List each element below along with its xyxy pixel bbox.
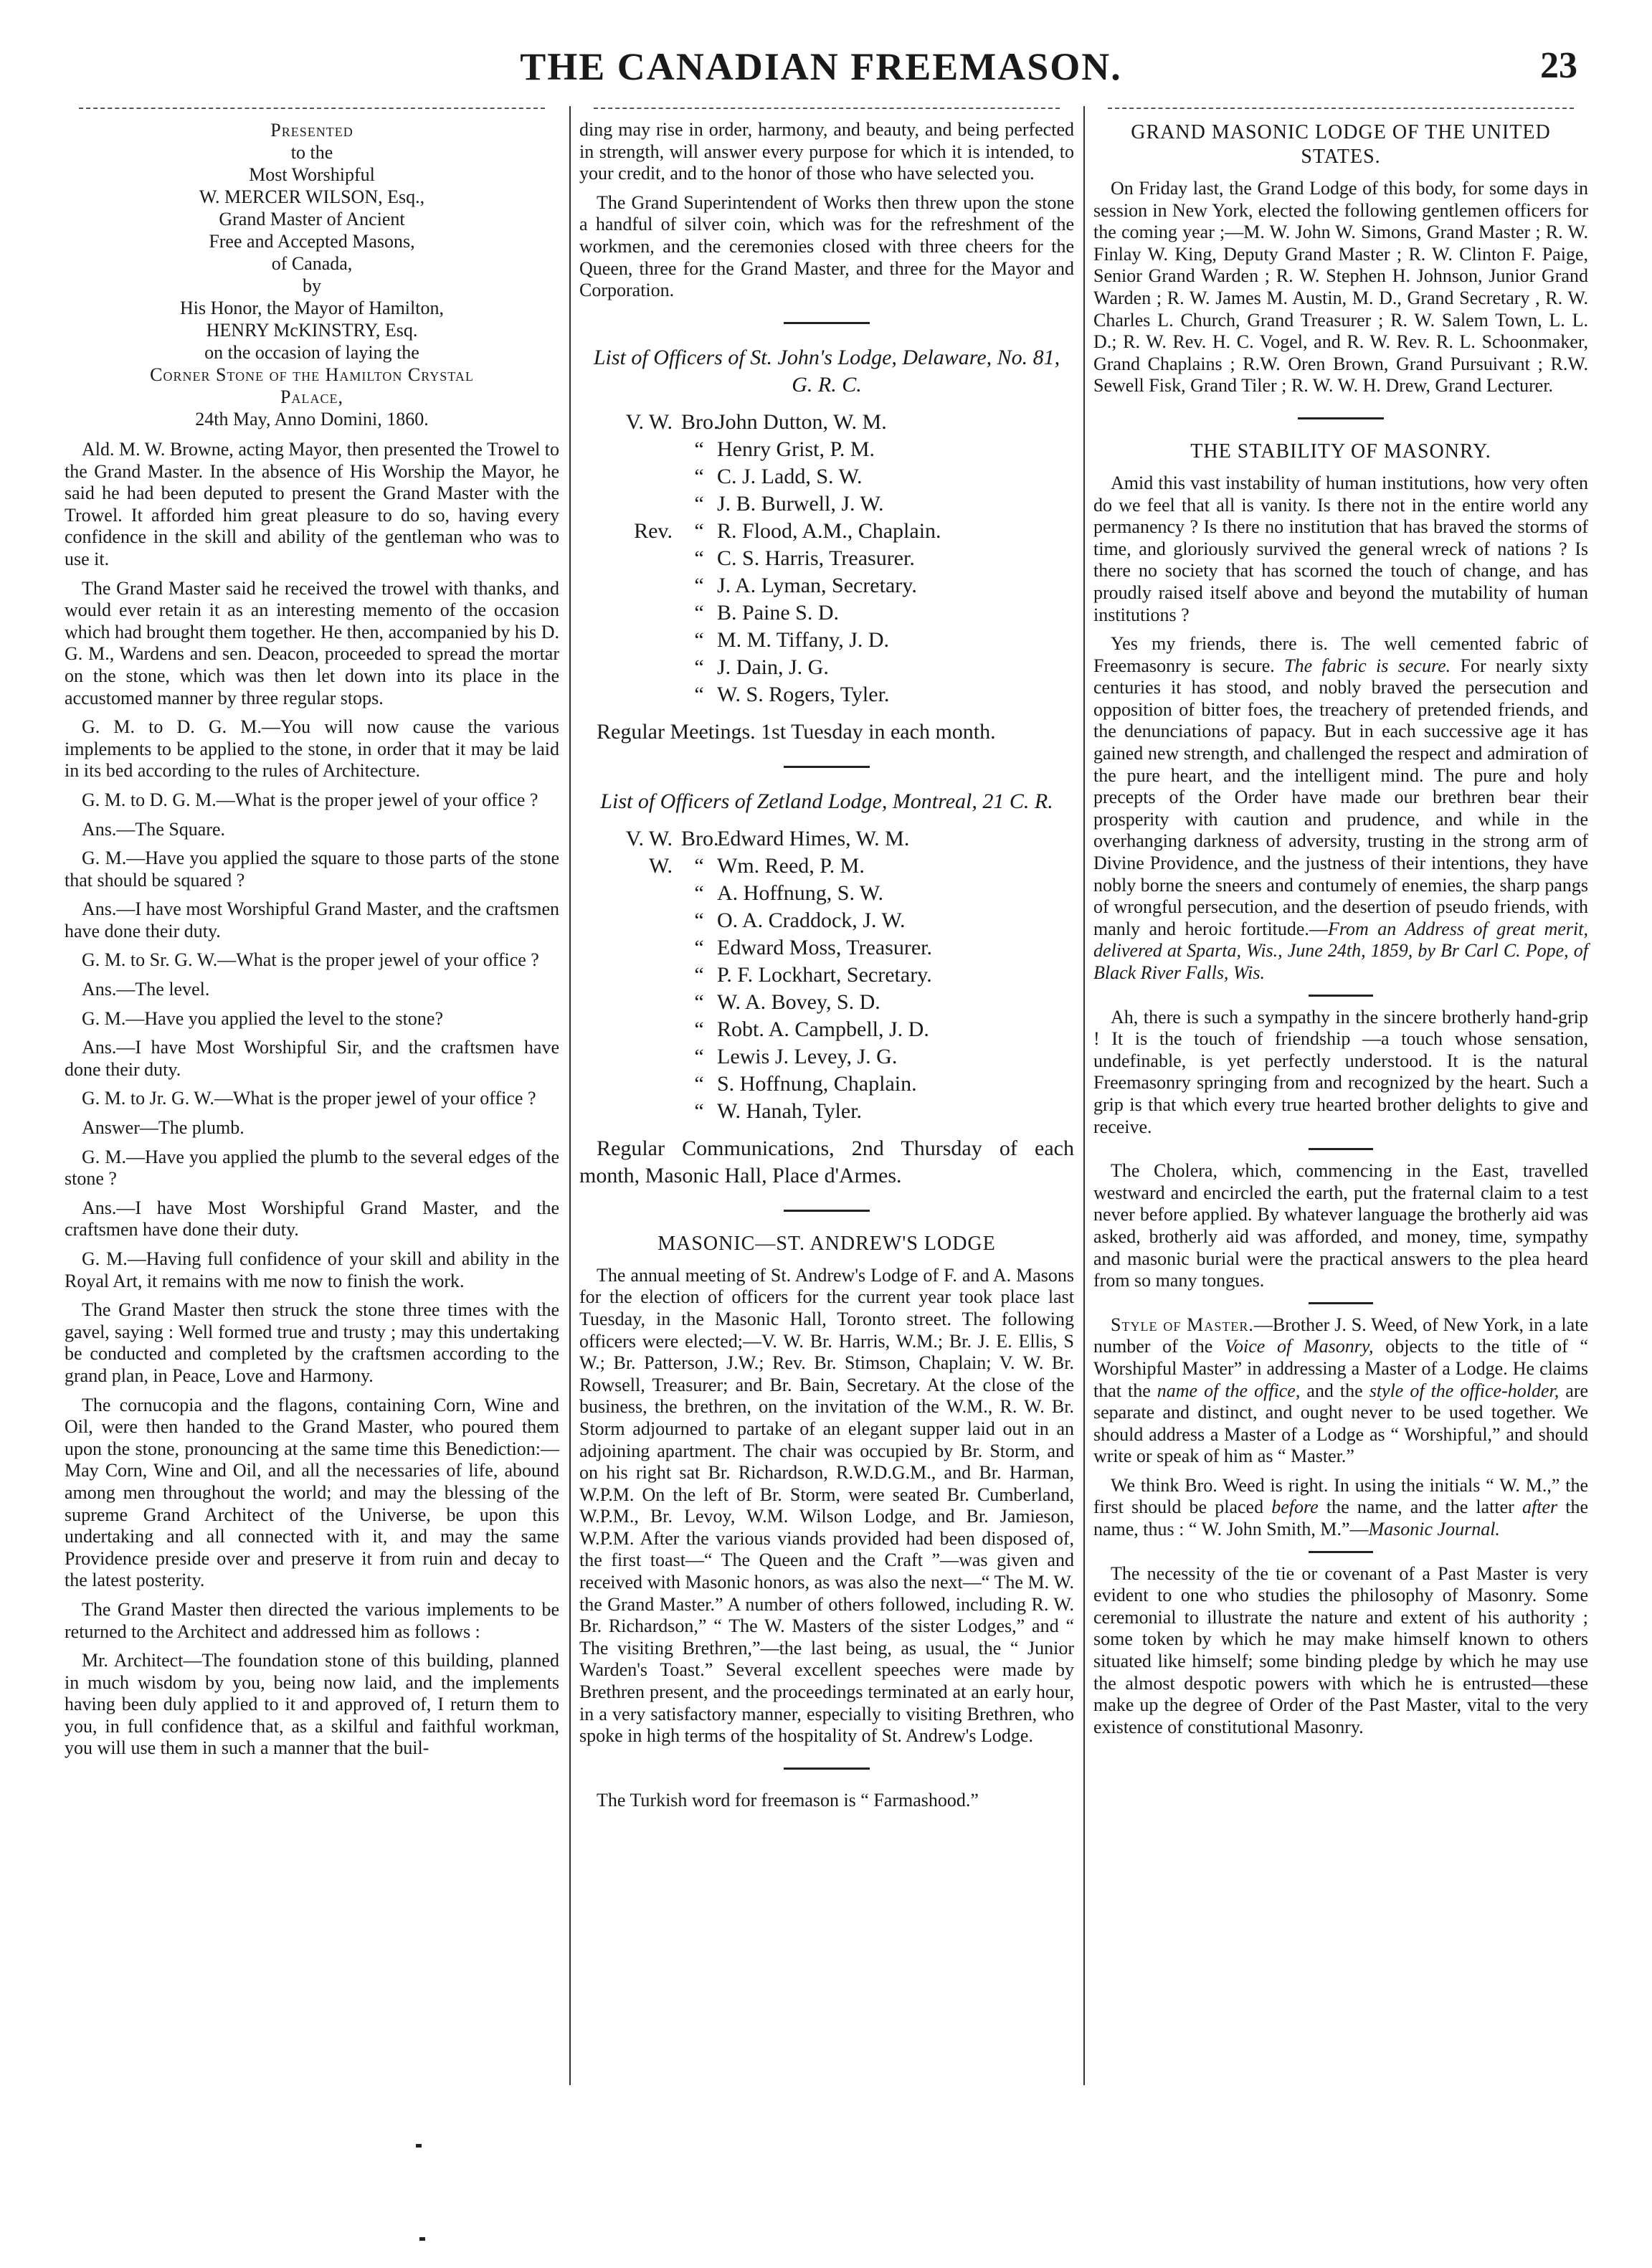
presentation-inscription bbox=[65, 119, 559, 430]
paragraph: The Grand Master said he received the trowel with thanks, and would ever retain it as an interesting memento of the occasion which had brought them together. He then, accompanied by his D. G. M., Wardens and sen. Deacon, proceeded to spread the mortar on the stone, which was then let down into its place in the accustomed manner by three regular stops. bbox=[65, 577, 559, 708]
paragraph: G. M. to D. G. M.—You will now cause the various implements to be applied to the stone, in order that it may be laid in its bed according to the rules of Architecture. bbox=[65, 716, 559, 782]
officer-ditto: “ bbox=[694, 962, 704, 987]
officer-row bbox=[579, 654, 1074, 681]
officer-ditto: “ bbox=[694, 853, 704, 878]
meetings-note: Regular Meetings. 1st Tuesday in each month. bbox=[597, 719, 996, 744]
inscription-line: Grand Master of Ancient bbox=[219, 209, 405, 229]
officer-ditto: “ bbox=[694, 491, 704, 516]
text-run: the name, thus : “ W. John Smith, M.”— bbox=[1093, 1496, 1589, 1540]
section-rule bbox=[784, 1210, 870, 1212]
text-run-italic: name of the office, bbox=[1157, 1380, 1301, 1401]
inscription-line: Free and Accepted Masons, bbox=[209, 231, 415, 252]
top-rule bbox=[1108, 108, 1574, 110]
officer-prefix bbox=[579, 989, 681, 1016]
officer-name: Edward Himes, W. M. bbox=[717, 826, 910, 850]
officer-prefix bbox=[579, 962, 681, 989]
officer-prefix: W. bbox=[648, 853, 673, 878]
officer-name: Robt. A. Campbell, J. D. bbox=[717, 1017, 929, 1041]
officer-prefix bbox=[579, 627, 681, 654]
officer-row bbox=[579, 825, 1074, 853]
officer-ditto: “ bbox=[694, 655, 704, 679]
paragraph: Amid this vast instability of human institutions, how very often do we feel that all is vanity. Is there not in the entire world any permanency ? Is there no institution that has braved the storms of time, and gloriously survived the general wreck of nations ? Is there no society that has scorned the touch of change, and has proudly raised itself above and beyond the mutability of human institutions ? bbox=[1093, 472, 1588, 625]
inscription-line: His Honor, the Mayor of Hamilton, bbox=[180, 298, 444, 318]
officer-list bbox=[579, 825, 1074, 1125]
officer-name: W. Hanah, Tyler. bbox=[717, 1099, 863, 1123]
paragraph: G. M. to Jr. G. W.—What is the proper jewel of your office ? bbox=[82, 1088, 536, 1109]
officer-ditto: “ bbox=[694, 1044, 704, 1068]
text-run: Yes my friends, there is. The well cemented fabric of Freemasonry is secure. bbox=[1093, 633, 1588, 676]
text-run: the name, and the latter bbox=[1326, 1496, 1514, 1518]
column-2 bbox=[579, 108, 1074, 1818]
page-header bbox=[65, 44, 1577, 102]
officer-ditto: “ bbox=[694, 908, 704, 932]
officer-ditto: “ bbox=[694, 546, 704, 570]
text-run: —Brother J. S. Weed, of New York, in a late number of the bbox=[1093, 1314, 1588, 1357]
officer-ditto: “ bbox=[694, 627, 704, 652]
officer-prefix: Rev. bbox=[634, 518, 673, 543]
officer-prefix bbox=[579, 907, 681, 934]
section-rule bbox=[1298, 417, 1384, 419]
paragraph: The annual meeting of St. Andrew's Lodge of F. and A. Masons for the election of officers for the current year took place last Tuesday, in the Masonic Hall, Toronto street. The following officers were elected;—V. W. Br. Harris, W.M.; Br. J. E. Ellis, S W.; Br. Patterson, J.W.; Rev. Br. Stimson, Chaplain; V. W. Br. Rowsell, Treasurer; and Br. Bain, Secretary. At the close of the business, the brethren, on the invitation of the W.M., R. W. Br. Storm adjourned to partake of an elegant supper laid out in an adjoining apartment. The chair was occupied by Br. Storm, and on his right sat Br. Richardson, R.W.D.G.M., and Br. Harman, W.P.M. On the left of Br. Storm, were seated Br. Cumberland, W.P.M., Br. Levoy, W.M. Wilson Lodge, and Br. Jamieson, W.P.M. After the various viands provided had been disposed of, the first toast—“ The Queen and the Craft ”—was given and received with Masonic honors, as was also the next—“ The M. W. the Grand Master.” A number of others followed, including R. W. Br. Richardson,” “ The W. Masters of the sister Lodges,” and “ The visiting Brethren,”—the last being, as usual, the “ Junior Warden's Toast.” Several excellent speeches were made by Brethren present, and the proceedings terminated at an early hour, in a very satisfactory manner, especially to visiting Brethren, who spoke in high terms of the hospitality of St. Andrew's Lodge. bbox=[579, 1264, 1074, 1747]
page-number: 23 bbox=[1540, 45, 1577, 86]
column-divider bbox=[1083, 106, 1085, 2085]
officer-prefix bbox=[579, 1016, 681, 1043]
officer-row bbox=[579, 1098, 1074, 1125]
officer-prefix bbox=[579, 1043, 681, 1071]
paragraph: G. M. to D. G. M.—What is the proper jewel of your office ? bbox=[82, 789, 538, 810]
officer-row bbox=[579, 436, 1074, 463]
officer-row bbox=[579, 907, 1074, 934]
officer-name: S. Hoffnung, Chaplain. bbox=[717, 1071, 917, 1096]
officer-name: P. F. Lockhart, Secretary. bbox=[717, 962, 932, 987]
officer-prefix bbox=[579, 545, 681, 572]
officer-name: C. S. Harris, Treasurer. bbox=[717, 546, 915, 570]
officer-row bbox=[579, 490, 1074, 518]
text-run-italic: before bbox=[1271, 1496, 1319, 1518]
paragraph: G. M.—Have you applied the plumb to the several edges of the stone ? bbox=[65, 1146, 559, 1190]
lodge-list-title: List of Officers of St. John's Lodge, Delaware, No. 81, G. R. C. bbox=[593, 345, 1060, 397]
officer-prefix bbox=[579, 490, 681, 518]
text-run-italic: Voice of Masonry, bbox=[1225, 1336, 1374, 1357]
running-title: THE CANADIAN FREEMASON. bbox=[520, 45, 1122, 88]
section-rule bbox=[784, 766, 870, 768]
officer-row bbox=[579, 681, 1074, 708]
officer-prefix bbox=[579, 934, 681, 962]
inscription-line: Palace, bbox=[280, 386, 343, 407]
paragraph: Ans.—The Square. bbox=[82, 818, 226, 840]
paragraph bbox=[1093, 1475, 1588, 1541]
officer-prefix bbox=[579, 436, 681, 463]
paragraph: Ans.—I have Most Worshipful Sir, and the craftsmen have done their duty. bbox=[65, 1037, 559, 1080]
inscription-line: W. MERCER WILSON, Esq., bbox=[199, 186, 425, 207]
paragraph: Ans.—The level. bbox=[82, 979, 210, 1000]
footer-mark bbox=[416, 2144, 422, 2148]
officer-row bbox=[579, 1016, 1074, 1043]
officer-ditto: “ bbox=[694, 464, 704, 488]
paragraph: Ans.—I have most Worshipful Grand Master, and the craftsmen have done their duty. bbox=[65, 898, 559, 941]
text-run-italic: style of the office-holder, bbox=[1369, 1380, 1560, 1401]
officer-name: J. B. Burwell, J. W. bbox=[717, 491, 884, 516]
officer-prefix: V. W. bbox=[625, 826, 673, 850]
officer-ditto: “ bbox=[694, 1099, 704, 1123]
paragraph: The necessity of the tie or covenant of a Past Master is very evident to one who studies the philosophy of Masonry. Some ceremonial to illustrate the nature and extent of his authority ; some token by which he may make himself known to others situated like himself; some binding pledge by which he may use the almost despotic powers with which he is entrusted—these make up the degree of Order of the Past Master, vital to the very existence of constitutional Masonry. bbox=[1093, 1562, 1588, 1737]
run-in-heading: Style of Master. bbox=[1111, 1314, 1254, 1335]
officer-ditto: “ bbox=[694, 682, 704, 706]
officer-name: Edward Moss, Treasurer. bbox=[717, 935, 932, 959]
officer-ditto: Bro. bbox=[681, 409, 719, 434]
meetings-note: Regular Communications, 2nd Thursday of each month, Masonic Hall, Place d'Armes. bbox=[579, 1136, 1074, 1187]
officer-row bbox=[579, 853, 1074, 880]
officer-name: Lewis J. Levey, J. G. bbox=[717, 1044, 898, 1068]
officer-name: J. Dain, J. G. bbox=[717, 655, 829, 679]
officer-name: R. Flood, A.M., Chaplain. bbox=[717, 518, 941, 543]
officer-row bbox=[579, 962, 1074, 989]
top-rule bbox=[79, 108, 545, 110]
officer-row bbox=[579, 627, 1074, 654]
officer-name: O. A. Craddock, J. W. bbox=[717, 908, 906, 932]
text-run: We think Bro. Weed is right. In using the initials “ W. M.,” the first should be placed bbox=[1093, 1474, 1588, 1518]
officer-ditto: “ bbox=[694, 1071, 704, 1096]
text-run: For nearly sixty centuries it has stood, and nobly braved the persecution and opposition of bitter foes, the treachery of pretended friends, and the denunciations of papacy. But in each successive age it has gained new strength, and challenged the respect and admiration of the pure heart, and the intelligent mind. The pure and holy precepts of the Order have made our brethren bear their prosperity with caution and prudence, and while in the overhanging darkness of adversity, trusting in the strong arm of Divine Providence, and the justness of their intentions, they have nobly borne the sneers and contumely of enemies, the sharp pangs of wrongful persecution, and the desertion of pseudo friends, with manly and heroic fortitude.— bbox=[1093, 655, 1588, 939]
paragraph: G. M.—Having full confidence of your skill and ability in the Royal Art, it remains with me now to finish the work. bbox=[65, 1248, 559, 1291]
inscription-line: of Canada, bbox=[271, 253, 353, 274]
officer-row bbox=[579, 463, 1074, 490]
paragraph: The Turkish word for freemason is “ Farmashood.” bbox=[597, 1789, 979, 1811]
officer-row bbox=[579, 545, 1074, 572]
paragraph: Mr. Architect—The foundation stone of this building, planned in much wisdom by you, being now laid, and the implements having been duly applied to it and approved of, I return them to you, in full confidence that, as a skilful and faithful workman, you will use them in such a manner that the buil- bbox=[65, 1650, 559, 1759]
paragraph: Ans.—I have Most Worshipful Grand Master, and the craftsmen have done their duty. bbox=[65, 1197, 559, 1240]
officer-ditto: “ bbox=[694, 881, 704, 905]
officer-name: M. M. Tiffany, J. D. bbox=[717, 627, 890, 652]
officer-name: W. S. Rogers, Tyler. bbox=[717, 682, 890, 706]
top-rule bbox=[594, 108, 1060, 110]
officer-prefix bbox=[579, 681, 681, 708]
officer-row bbox=[579, 1043, 1074, 1071]
section-rule bbox=[1309, 1302, 1373, 1304]
text-run: objects to the title of “ Worshipful Master” in addressing a Master of a Lodge. He claims that the bbox=[1093, 1336, 1589, 1401]
officer-name: Wm. Reed, P. M. bbox=[717, 853, 865, 878]
officer-row bbox=[579, 1071, 1074, 1098]
paragraph: On Friday last, the Grand Lodge of this body, for some days in session in New York, elected the following gentlemen officers for the coming year ;—M. W. John W. Simons, Grand Master ; R. W. Finlay W. King, Deputy Grand Master ; R. W. Clinton F. Paige, Senior Grand Warden ; R. W. Stephen H. Johnson, Junior Grand Warden ; R. W. James M. Austin, M. D., Grand Secretary , R. W. Charles L. Church, Grand Treasurer ; R. W. Salem Town, L. L. D.; R. W. Rev. H. C. Vogel, and R. W. Rev. R. L. Schoonmaker, Grand Chaplains ; R.W. Oren Brown, Grand Pursuivant ; R.W. Sewell Fisk, Grand Tiler ; R. W. W. H. Drew, Grand Lecturer. bbox=[1093, 178, 1588, 397]
column-divider bbox=[569, 106, 571, 2085]
officer-row bbox=[579, 880, 1074, 907]
inscription-line: 24th May, Anno Domini, 1860. bbox=[195, 409, 429, 430]
officer-name: John Dutton, W. M. bbox=[717, 409, 887, 434]
inscription-line: on the occasion of laying the bbox=[204, 342, 419, 363]
inscription-line: HENRY McKINSTRY, Esq. bbox=[206, 320, 418, 341]
officer-ditto: Bro. bbox=[681, 826, 719, 850]
officer-row bbox=[579, 518, 1074, 545]
lodge-list-title: List of Officers of Zetland Lodge, Montreal, 21 C. R. bbox=[600, 789, 1053, 813]
officer-row bbox=[579, 934, 1074, 962]
officer-name: J. A. Lyman, Secretary. bbox=[717, 573, 917, 597]
paragraph bbox=[1093, 1314, 1588, 1468]
citation: Masonic Journal. bbox=[1368, 1519, 1500, 1540]
officer-ditto: “ bbox=[694, 1017, 704, 1041]
column-3 bbox=[1093, 108, 1588, 1745]
officer-ditto: “ bbox=[694, 518, 704, 543]
officer-prefix: V. W. bbox=[625, 409, 673, 434]
officer-prefix bbox=[579, 654, 681, 681]
paragraph: The Grand Superintendent of Works then threw upon the stone a handful of silver coin, which was for the refreshment of the workmen, and the ceremonies closed with three cheers for the Queen, three for the Grand Master, and three for the Mayor and Corporation. bbox=[579, 191, 1074, 301]
officer-prefix bbox=[579, 599, 681, 627]
officer-ditto: “ bbox=[694, 990, 704, 1014]
officer-ditto: “ bbox=[694, 437, 704, 461]
inscription-line: Corner Stone of the Hamilton Crystal bbox=[150, 364, 474, 385]
inscription-line: to the bbox=[290, 142, 333, 163]
paragraph: G. M.—Have you applied the square to those parts of the stone that should be squared ? bbox=[65, 848, 559, 891]
officer-ditto: “ bbox=[694, 935, 704, 959]
section-rule bbox=[1309, 1148, 1373, 1150]
officer-name: W. A. Bovey, S. D. bbox=[717, 990, 880, 1014]
officer-ditto: “ bbox=[694, 573, 704, 597]
section-rule bbox=[784, 322, 870, 324]
paragraph bbox=[1093, 633, 1588, 984]
officer-row bbox=[579, 599, 1074, 627]
footer-mark bbox=[419, 2237, 425, 2241]
text-run: are separate and distinct, and ought never to be used together. We should address a Master of a Lodge as “ Worshipful,” and should write or speak of him as “ Master.” bbox=[1093, 1380, 1589, 1467]
paragraph: The Cholera, which, commencing in the East, travelled westward and encircled the earth, put the fraternal claim to a test never before applied. By whatever language the brotherly aid was asked, brotherly aid was afforded, and money, time, sympathy and masonic burial were the practical answers to the plea heard from so many tongues. bbox=[1093, 1160, 1588, 1291]
column-1 bbox=[65, 108, 559, 1767]
officer-name: Henry Grist, P. M. bbox=[717, 437, 875, 461]
paragraph: G. M.—Have you applied the level to the stone? bbox=[82, 1007, 443, 1029]
officer-name: B. Paine S. D. bbox=[717, 600, 840, 625]
officer-prefix bbox=[579, 463, 681, 490]
officer-ditto: “ bbox=[694, 600, 704, 625]
officer-name: C. J. Ladd, S. W. bbox=[717, 464, 863, 488]
text-run-italic: The fabric is secure. bbox=[1284, 655, 1451, 676]
officer-prefix bbox=[579, 880, 681, 907]
paragraph: Ald. M. W. Browne, acting Mayor, then presented the Trowel to the Grand Master. In the absence of His Worship the Mayor, he said he had been deputed to present the Grand Master with the Trowel. It afforded him great pleasure to do so, having every confidence in the skill and ability of the gentleman who was to use it. bbox=[65, 439, 559, 569]
officer-prefix bbox=[579, 1098, 681, 1125]
paragraph: Ah, there is such a sympathy in the sincere brotherly hand-grip ! It is the touch of friendship —a touch whose sensation, undefinable, is yet perfectly understood. It is the natural Freemasonry springing from and recognized by the heart. Such a grip is that which every true hearted brother delights to give and receive. bbox=[1093, 1006, 1588, 1137]
section-rule bbox=[1309, 995, 1373, 997]
officer-row bbox=[579, 572, 1074, 599]
paragraph: Answer—The plumb. bbox=[82, 1117, 245, 1139]
text-run: and the bbox=[1306, 1380, 1363, 1401]
officer-name: A. Hoffnung, S. W. bbox=[717, 881, 883, 905]
section-rule bbox=[1309, 1551, 1373, 1553]
paragraph: The cornucopia and the flagons, containing Corn, Wine and Oil, were then handed to the Grand Master, who poured them upon the stone, pronouncing at the same time this Benediction:—May Corn, Wine and Oil, and all the necessaries of life, abound among men throughout the world; and may the blessing of the supreme Grand Architect of the Universe, be upon this undertaking and all connected with it, and may the same Providence preside over and preserve it from ruin and decay to the latest posterity. bbox=[65, 1394, 559, 1591]
inscription-line: Presented bbox=[270, 120, 353, 141]
article-heading: GRAND MASONIC LODGE OF THE UNITED STATES. bbox=[1131, 121, 1551, 168]
officer-list bbox=[579, 409, 1074, 708]
paragraph: G. M. to Sr. G. W.—What is the proper jewel of your office ? bbox=[82, 949, 539, 971]
paragraph: The Grand Master then struck the stone three times with the gavel, saying : Well formed true and trusty ; may this undertaking be conducted and completed by the craftsmen according to the grand plan, in Peace, Love and Harmony. bbox=[65, 1299, 559, 1386]
inscription-line: Most Worshipful bbox=[249, 164, 375, 185]
officer-prefix bbox=[579, 572, 681, 599]
paragraph: ding may rise in order, harmony, and beauty, and being perfected in strength, will answer every purpose for which it is intended, to your credit, and to the honor of those who have selected you. bbox=[579, 119, 1074, 184]
inscription-line: by bbox=[303, 275, 321, 296]
section-rule bbox=[784, 1768, 870, 1770]
paragraph: The Grand Master then directed the various implements to be returned to the Architect and addressed him as follows : bbox=[65, 1598, 559, 1642]
article-heading: THE STABILITY OF MASONRY. bbox=[1190, 440, 1491, 462]
officer-row bbox=[579, 409, 1074, 436]
article-heading: MASONIC—ST. ANDREW'S LODGE bbox=[658, 1232, 996, 1255]
text-run-italic: after bbox=[1522, 1496, 1558, 1518]
officer-prefix bbox=[579, 1071, 681, 1098]
citation: From an Address of great merit, delivered at Sparta, Wis., June 24th, 1859, by Br Carl C. Pope, of Black River Falls, Wis. bbox=[1093, 918, 1588, 983]
officer-row bbox=[579, 989, 1074, 1016]
